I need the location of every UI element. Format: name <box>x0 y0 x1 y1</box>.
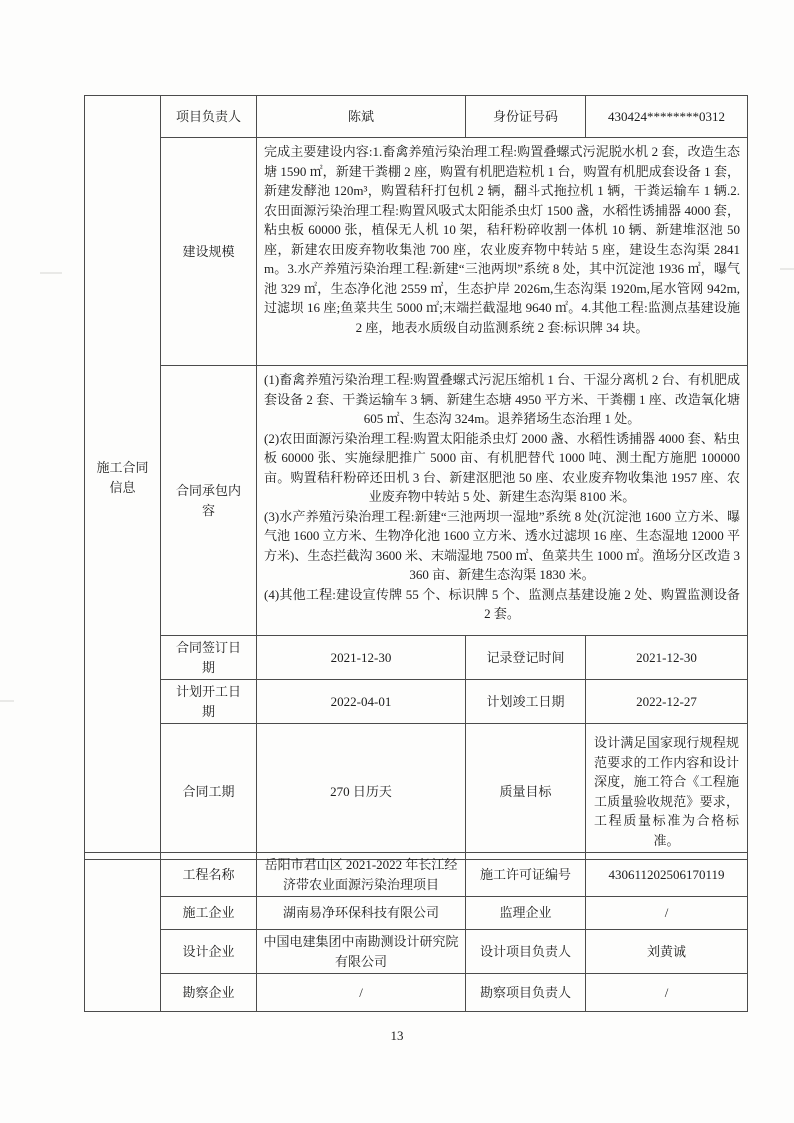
planned-finish-date-label: 计划竣工日期 <box>466 680 586 724</box>
table-row <box>85 96 748 138</box>
id-number-label: 身份证号码 <box>466 96 586 138</box>
supervision-company-value: / <box>586 897 748 930</box>
construction-scale-label: 建设规模 <box>161 138 257 366</box>
contract-content-label: 合同承包内容 <box>161 366 257 636</box>
survey-company-label: 勘察企业 <box>161 974 257 1012</box>
scan-artifact <box>0 700 14 702</box>
construction-permit-label: 施工许可证编号 <box>466 853 586 897</box>
construction-company-value: 湖南易净环保科技有限公司 <box>257 897 466 930</box>
record-time-value: 2021-12-30 <box>586 636 748 680</box>
id-number-value: 430424********0312 <box>586 96 748 138</box>
project-name-label: 工程名称 <box>161 853 257 897</box>
design-manager-label: 设计项目负责人 <box>466 930 586 974</box>
table-row <box>85 636 748 680</box>
project-section-spacer <box>85 853 161 1012</box>
contract-sign-date-value: 2021-12-30 <box>257 636 466 680</box>
contract-content-cell <box>257 366 748 636</box>
contract-duration-label: 合同工期 <box>161 724 257 860</box>
contract-duration-value: 270 日历天 <box>257 724 466 860</box>
quality-goal-value: 设计满足国家现行规程规范要求的工作内容和设计深度，施工符合《工程施工质量验收规范》要求，工程质量标准为合格标准。 <box>586 724 748 860</box>
page-number: 13 <box>390 1028 404 1043</box>
table-row <box>85 680 748 724</box>
table-row <box>85 974 748 1012</box>
planned-start-date-label: 计划开工日期 <box>161 680 257 724</box>
contract-content-paragraph: (4)其他工程:建设宣传牌 55 个、标识牌 5 个、监测点基建设施 2 处、购置监测设备 2 套。 <box>264 586 740 621</box>
construction-permit-value: 430611202506170119 <box>586 853 748 897</box>
project-info-table <box>84 852 748 1012</box>
survey-manager-value: / <box>586 974 748 1012</box>
planned-finish-date-value: 2022-12-27 <box>586 680 748 724</box>
survey-company-value: / <box>257 974 466 1012</box>
contract-sign-date-label: 合同签订日期 <box>161 636 257 680</box>
contract-content-paragraph: (1)畜禽养殖污染治理工程:购置叠螺式污泥压缩机 1 台、干湿分离机 2 台、有机肥成套设备 2 套、干粪运输车 3 辆、新建生态塘 4950 平方米、干粪棚 1 座、改造氧化塘 605 ㎡、生态沟 324m。退养猪场生态治理 1 处。 <box>264 372 740 426</box>
survey-manager-label: 勘察项目负责人 <box>466 974 586 1012</box>
record-time-label: 记录登记时间 <box>466 636 586 680</box>
scan-artifact <box>40 272 62 274</box>
table-row <box>85 897 748 930</box>
table-row <box>85 930 748 974</box>
contract-content-paragraph: (2)农田面源污染治理工程:购置太阳能杀虫灯 2000 盏、水稻性诱捕器 4000 套、粘虫板 60000 张、实施绿肥推广 5000 亩、有机肥替代 1000 吨、测土配方施肥 100000 亩。购置秸秆粉碎还田机 3 台、新建沤肥池 50 座、农业废弃物收集池 1957 座、农业废弃物中转站 5 处、新建生态沟渠 8100 米。 <box>264 430 740 504</box>
construction-scale-content: 完成主要建设内容:1.畜禽养殖污染治理工程:购置叠螺式污泥脱水机 2 套，改造生态塘 1590 ㎡，新建干粪棚 2 座，购置有机肥造粒机 1 台，购置有机肥成套设备 1 套，新建发酵池 120m³，购置秸秆打包机 2 辆，翻斗式拖拉机 1 辆，干粪运输车 1 辆.2.农田面源污染治理工程:购置风吸式太阳能杀虫灯 1500 盏，水稻性诱捕器 4000 套，粘虫板 60000 张，植保无人机 10 架，秸秆粉碎收割一体机 10 辆、新建堆沤池 50 座，新建农田废弃物收集池 700 座，农业废弃物中转站 5 座，建设生态沟渠 2841m。3.水产养殖污染治理工程:新建“三池两坝”系统 8 处，其中沉淀池 1936 ㎡，曝气池 329 ㎡，生态净化池 2559 ㎡，生态护岸 2026m,生态沟渠 1920m,尾水管网 942m,过滤坝 16 座;鱼菜共生 5000 ㎡;末端拦截湿地 9640 ㎡。4.其他工程:监测点基建设施 2 座，地表水质级自动监测系统 2 套:标识牌 34 块。 <box>257 138 748 366</box>
construction-company-label: 施工企业 <box>161 897 257 930</box>
table-row <box>85 724 748 860</box>
quality-goal-label: 质量目标 <box>466 724 586 860</box>
design-company-value: 中国电建集团中南勘测设计研究院有限公司 <box>257 930 466 974</box>
planned-start-date-value: 2022-04-01 <box>257 680 466 724</box>
contract-info-table <box>84 95 748 860</box>
contract-section-label: 施工合同信息 <box>85 96 161 860</box>
project-manager-label: 项目负责人 <box>161 96 257 138</box>
table-row <box>85 853 748 897</box>
supervision-company-label: 监理企业 <box>466 897 586 930</box>
scan-artifact <box>780 268 794 270</box>
table-row <box>85 138 748 366</box>
design-manager-value: 刘黄诚 <box>586 930 748 974</box>
contract-content-paragraph: (3)水产养殖污染治理工程:新建“三池两坝一湿地”系统 8 处(沉淀池 1600 立方米、曝气池 1600 立方米、生物净化池 1600 立方米、透水过滤坝 16 座、生态湿地 12000 平方米)、生态拦截沟 3600 米、末端湿地 7500 ㎡、鱼菜共生 1000 ㎡。渔场分区改造 3360 亩、新建生态沟渠 1830 米。 <box>264 508 740 582</box>
project-manager-value: 陈斌 <box>257 96 466 138</box>
design-company-label: 设计企业 <box>161 930 257 974</box>
table-row <box>85 366 748 636</box>
project-name-value: 岳阳市君山区 2021-2022 年长江经济带农业面源污染治理项目 <box>257 853 466 897</box>
